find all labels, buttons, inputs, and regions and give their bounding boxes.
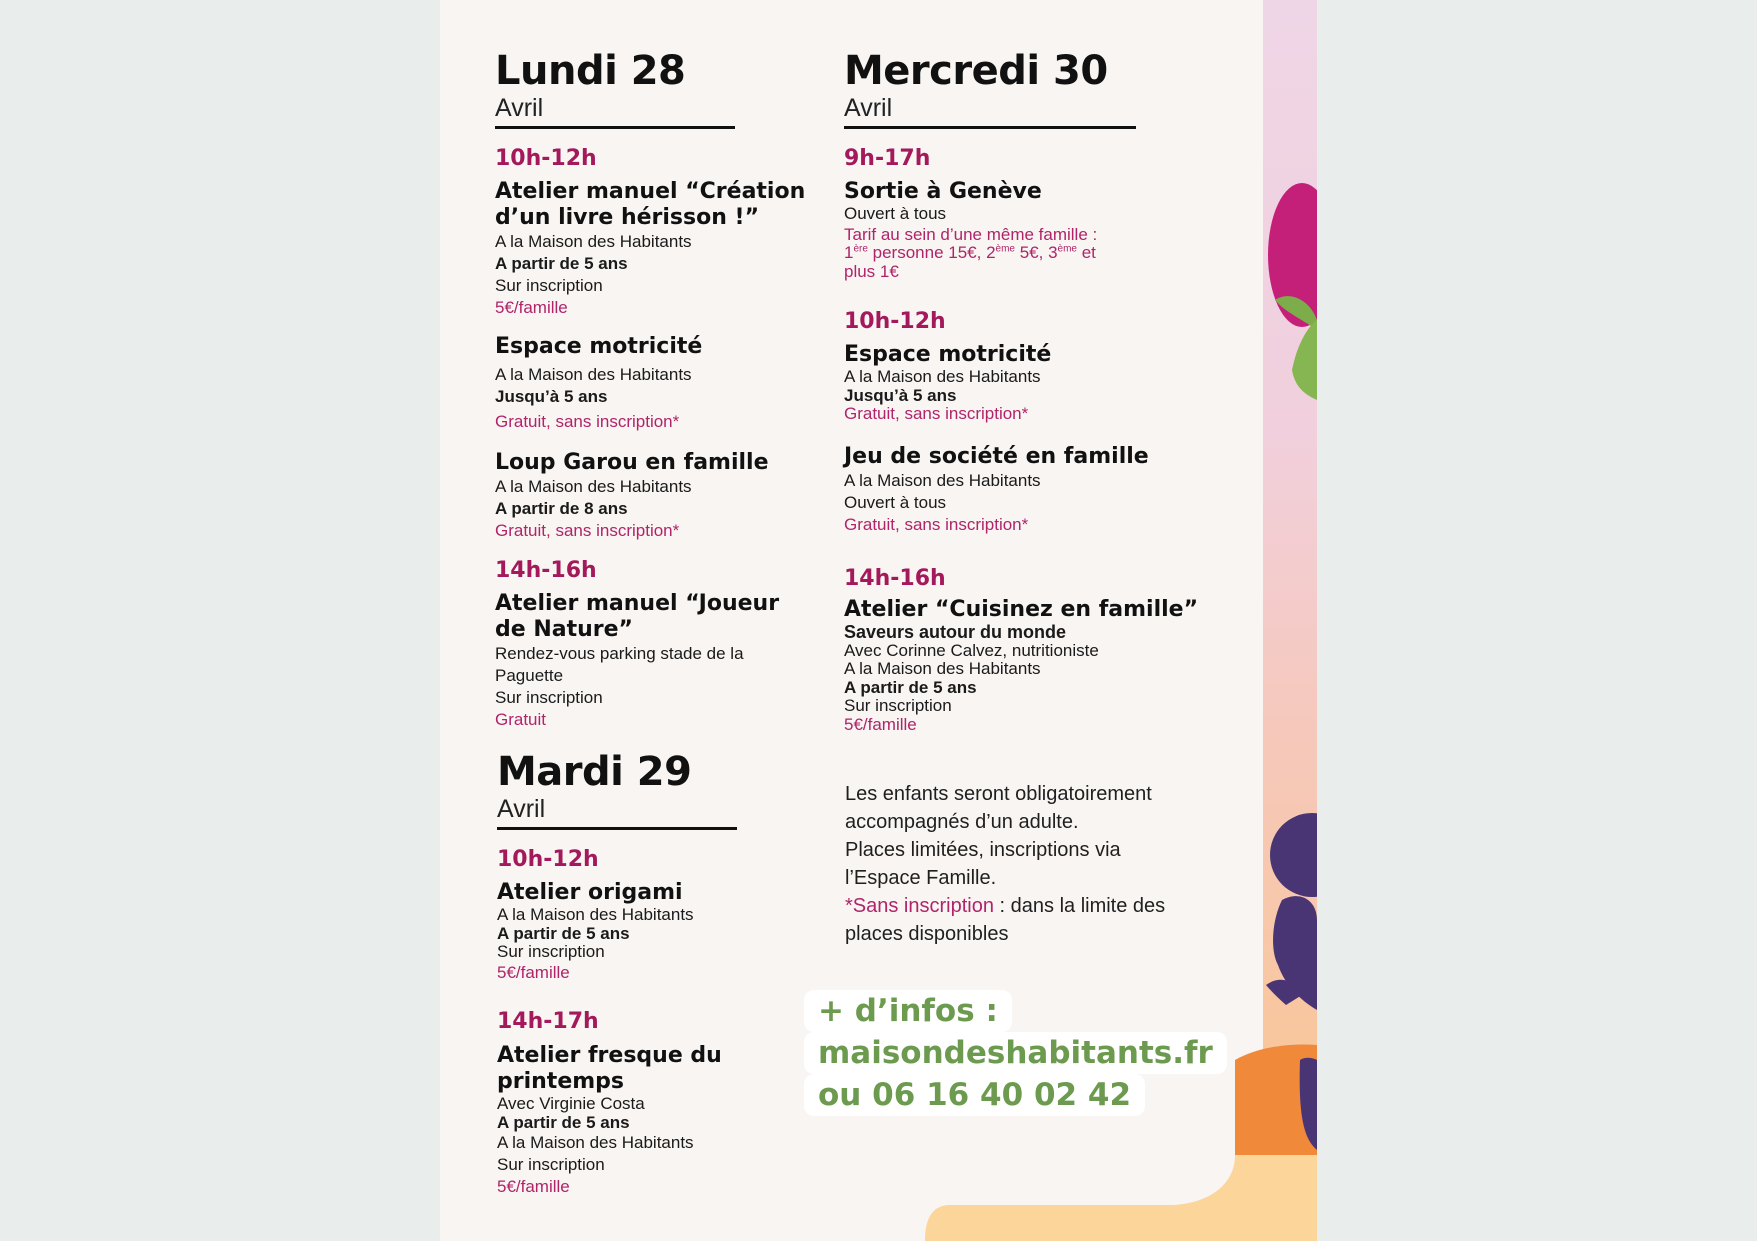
day-month: Avril [495, 94, 544, 122]
event-creation-livre-herisson [495, 179, 805, 319]
event-place: A la Maison des Habitants [844, 367, 1041, 386]
time-slot: 10h-12h [497, 847, 599, 872]
note-line-sans-inscription: *Sans inscription : dans la limite des [845, 895, 1166, 917]
event-joueur-de-nature [495, 591, 779, 731]
event-place: A la Maison des Habitants [497, 1133, 694, 1152]
day-title: Mardi 29 [497, 749, 692, 795]
time-slot: 14h-16h [844, 566, 946, 591]
event-registration: Sur inscription [497, 942, 605, 961]
event-age: Jusqu’à 5 ans [495, 387, 608, 406]
day-title: Mercredi 30 [844, 48, 1108, 94]
event-place: A la Maison des Habitants [495, 477, 692, 496]
infos-heading: + d’infos : [804, 990, 1012, 1032]
event-atelier-origami [497, 880, 694, 984]
event-age: A partir de 5 ans [497, 923, 630, 943]
note-line: Places limitées, inscriptions via [845, 839, 1121, 861]
day-divider [497, 827, 737, 830]
event-title: Espace motricité [844, 342, 1052, 367]
event-age: A partir de 5 ans [497, 1112, 630, 1132]
event-with: Avec Corinne Calvez, nutritioniste [844, 640, 1099, 660]
child-head-shape [1270, 813, 1317, 897]
event-title: d’un livre hérisson !” [495, 205, 760, 230]
event-place: Rendez-vous parking stade de la [495, 644, 744, 663]
event-with: Avec Virginie Costa [497, 1094, 645, 1113]
event-place: A la Maison des Habitants [844, 471, 1041, 490]
event-title: Atelier manuel “Joueur [495, 591, 780, 616]
time-slot: 10h-12h [495, 146, 597, 171]
event-place: A la Maison des Habitants [497, 905, 694, 924]
note-line: Les enfants seront obligatoirement [845, 783, 1152, 805]
event-age: Jusqu’à 5 ans [844, 385, 957, 405]
event-price: 5€/famille [497, 1177, 570, 1196]
day-divider [495, 126, 735, 129]
event-registration: Sur inscription [844, 696, 952, 715]
event-price: Gratuit, sans inscription* [844, 515, 1029, 534]
event-title: Loup Garou en famille [495, 450, 769, 475]
time-slot: 10h-12h [844, 309, 946, 334]
event-title: Atelier manuel “Création [495, 179, 806, 204]
event-place: A la Maison des Habitants [495, 232, 692, 251]
event-espace-motricite [495, 334, 702, 433]
event-sortie-geneve [844, 179, 1097, 281]
event-jeu-de-societe [844, 444, 1149, 536]
event-title: Atelier fresque du [497, 1043, 722, 1068]
day-month: Avril [497, 795, 546, 823]
event-price: Gratuit [495, 710, 547, 729]
time-slot: 14h-17h [497, 1009, 599, 1034]
green-leaf-shape-2 [1292, 320, 1317, 400]
event-title: Sortie à Genève [844, 179, 1042, 204]
event-loup-garou [495, 450, 769, 542]
time-slot: 14h-16h [495, 558, 597, 583]
event-title: Atelier “Cuisinez en famille” [844, 597, 1199, 622]
event-registration: Sur inscription [497, 1155, 605, 1174]
day-header-mardi [497, 749, 737, 830]
phone-number[interactable]: ou 06 16 40 02 42 [804, 1074, 1145, 1116]
day-header-lundi [495, 48, 735, 129]
infos-block [804, 990, 1227, 1116]
event-price: Gratuit, sans inscription* [495, 412, 680, 431]
note-line: l’Espace Famille. [845, 867, 997, 889]
event-place: Paguette [495, 666, 564, 685]
event-price: Gratuit, sans inscription* [495, 521, 680, 540]
event-registration: Sur inscription [495, 688, 603, 707]
event-tarif: Tarif au sein d’une même famille : [844, 224, 1098, 244]
day-month: Avril [844, 94, 893, 122]
event-tarif: plus 1€ [844, 261, 899, 281]
notes-block [845, 780, 1215, 948]
event-open: Ouvert à tous [844, 204, 947, 223]
event-tarif-detail: 1ère personne 15€, 2ème 5€, 3ème et [844, 243, 1096, 262]
flyer-page [440, 0, 1317, 1241]
note-line: accompagnés d’un adulte. [845, 811, 1079, 833]
event-cuisinez-en-famille [844, 597, 1198, 734]
time-slot: 9h-17h [844, 146, 931, 171]
event-espace-motricite-mercredi [844, 342, 1051, 424]
day-divider [844, 126, 1136, 129]
event-title: Jeu de société en famille [844, 444, 1149, 469]
note-line: places disponibles [845, 923, 1009, 945]
day-title: Lundi 28 [495, 48, 686, 94]
event-price: Gratuit, sans inscription* [844, 404, 1029, 423]
event-title: Atelier origami [497, 880, 683, 905]
website-link[interactable]: maisondeshabitants.fr [804, 1032, 1227, 1074]
event-title: Espace motricité [495, 334, 703, 359]
event-age: A partir de 5 ans [495, 254, 628, 273]
event-age: A partir de 8 ans [495, 499, 628, 518]
event-title: de Nature” [495, 617, 633, 642]
event-price: 5€/famille [495, 298, 568, 317]
event-subtitle: Saveurs autour du monde [844, 622, 1067, 642]
event-open: Ouvert à tous [844, 493, 947, 512]
event-fresque-printemps [497, 1043, 722, 1198]
event-title: printemps [497, 1069, 625, 1094]
event-place: A la Maison des Habitants [844, 659, 1041, 678]
event-registration: Sur inscription [495, 276, 603, 295]
event-age: A partir de 5 ans [844, 677, 977, 697]
event-price: 5€/famille [497, 962, 570, 982]
event-price: 5€/famille [844, 714, 917, 734]
day-header-mercredi [844, 48, 1136, 129]
event-place: A la Maison des Habitants [495, 365, 692, 384]
